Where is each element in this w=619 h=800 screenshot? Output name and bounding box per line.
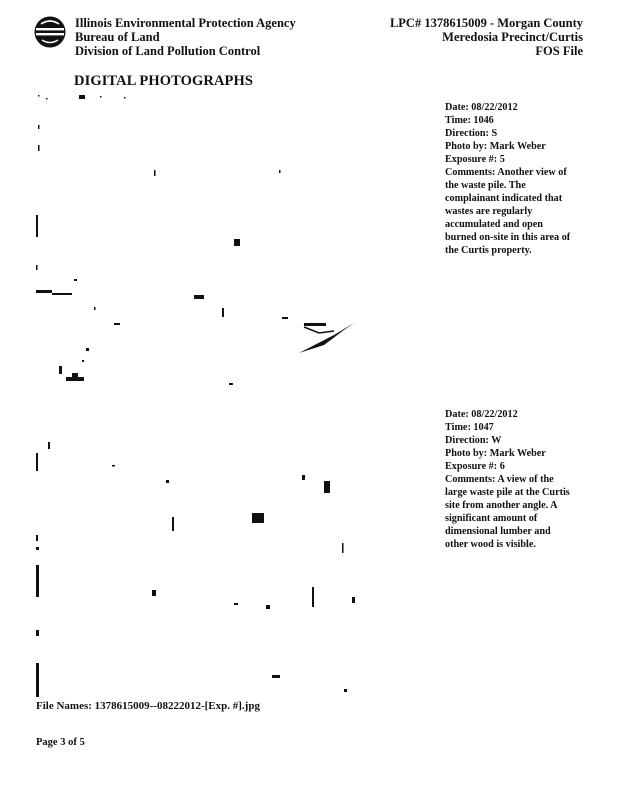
agency-name: Illinois Environmental Protection Agency: [75, 16, 296, 30]
page-title: DIGITAL PHOTOGRAPHS: [74, 73, 254, 89]
photo-1-comments: Comments: Another view of the waste pile. The complainant indicated that wastes are regularly accumulated and open burned on-site in this area of the Curtis property.: [445, 167, 571, 256]
division-name: Division of Land Pollution Control: [75, 44, 261, 58]
photo-1-exposure: Exposure #: 5: [445, 154, 505, 165]
photo-2-photographer: Photo by: Mark Weber: [445, 448, 546, 459]
photo-2-caption: [445, 408, 575, 551]
lpc-number: LPC# 1378615009 - Morgan County: [389, 16, 583, 30]
site-info-block: [390, 16, 583, 58]
photo-1-time: Time: 1046: [445, 115, 494, 126]
photo-1-caption: [445, 101, 575, 257]
photo-2-direction: Direction: W: [445, 435, 502, 446]
file-type: FOS File: [535, 44, 583, 58]
photo-2: [34, 405, 404, 697]
photo-2-exposure: Exposure #: 6: [445, 461, 505, 472]
precinct-name: Meredosia Precinct/Curtis: [442, 30, 583, 44]
photo-1-date: Date: 08/22/2012: [445, 102, 518, 113]
file-names: File Names: 1378615009--08222012-[Exp. #].jpg: [36, 700, 260, 712]
photo-1: [34, 95, 404, 395]
page-number: Page 3 of 5: [36, 737, 85, 748]
photo-1-photographer: Photo by: Mark Weber: [445, 141, 546, 152]
photo-2-comments: Comments: A view of the large waste pile at the Curtis site from another angle. A significant amount of dimensional lumber and other wood is visible.: [445, 474, 570, 550]
photo-2-time: Time: 1047: [445, 422, 494, 433]
photo-1-direction: Direction: S: [445, 128, 498, 139]
illinois-epa-seal-icon: [33, 15, 67, 49]
bureau-name: Bureau of Land: [75, 30, 160, 44]
photo-2-date: Date: 08/22/2012: [445, 409, 518, 420]
agency-block: [75, 16, 296, 58]
